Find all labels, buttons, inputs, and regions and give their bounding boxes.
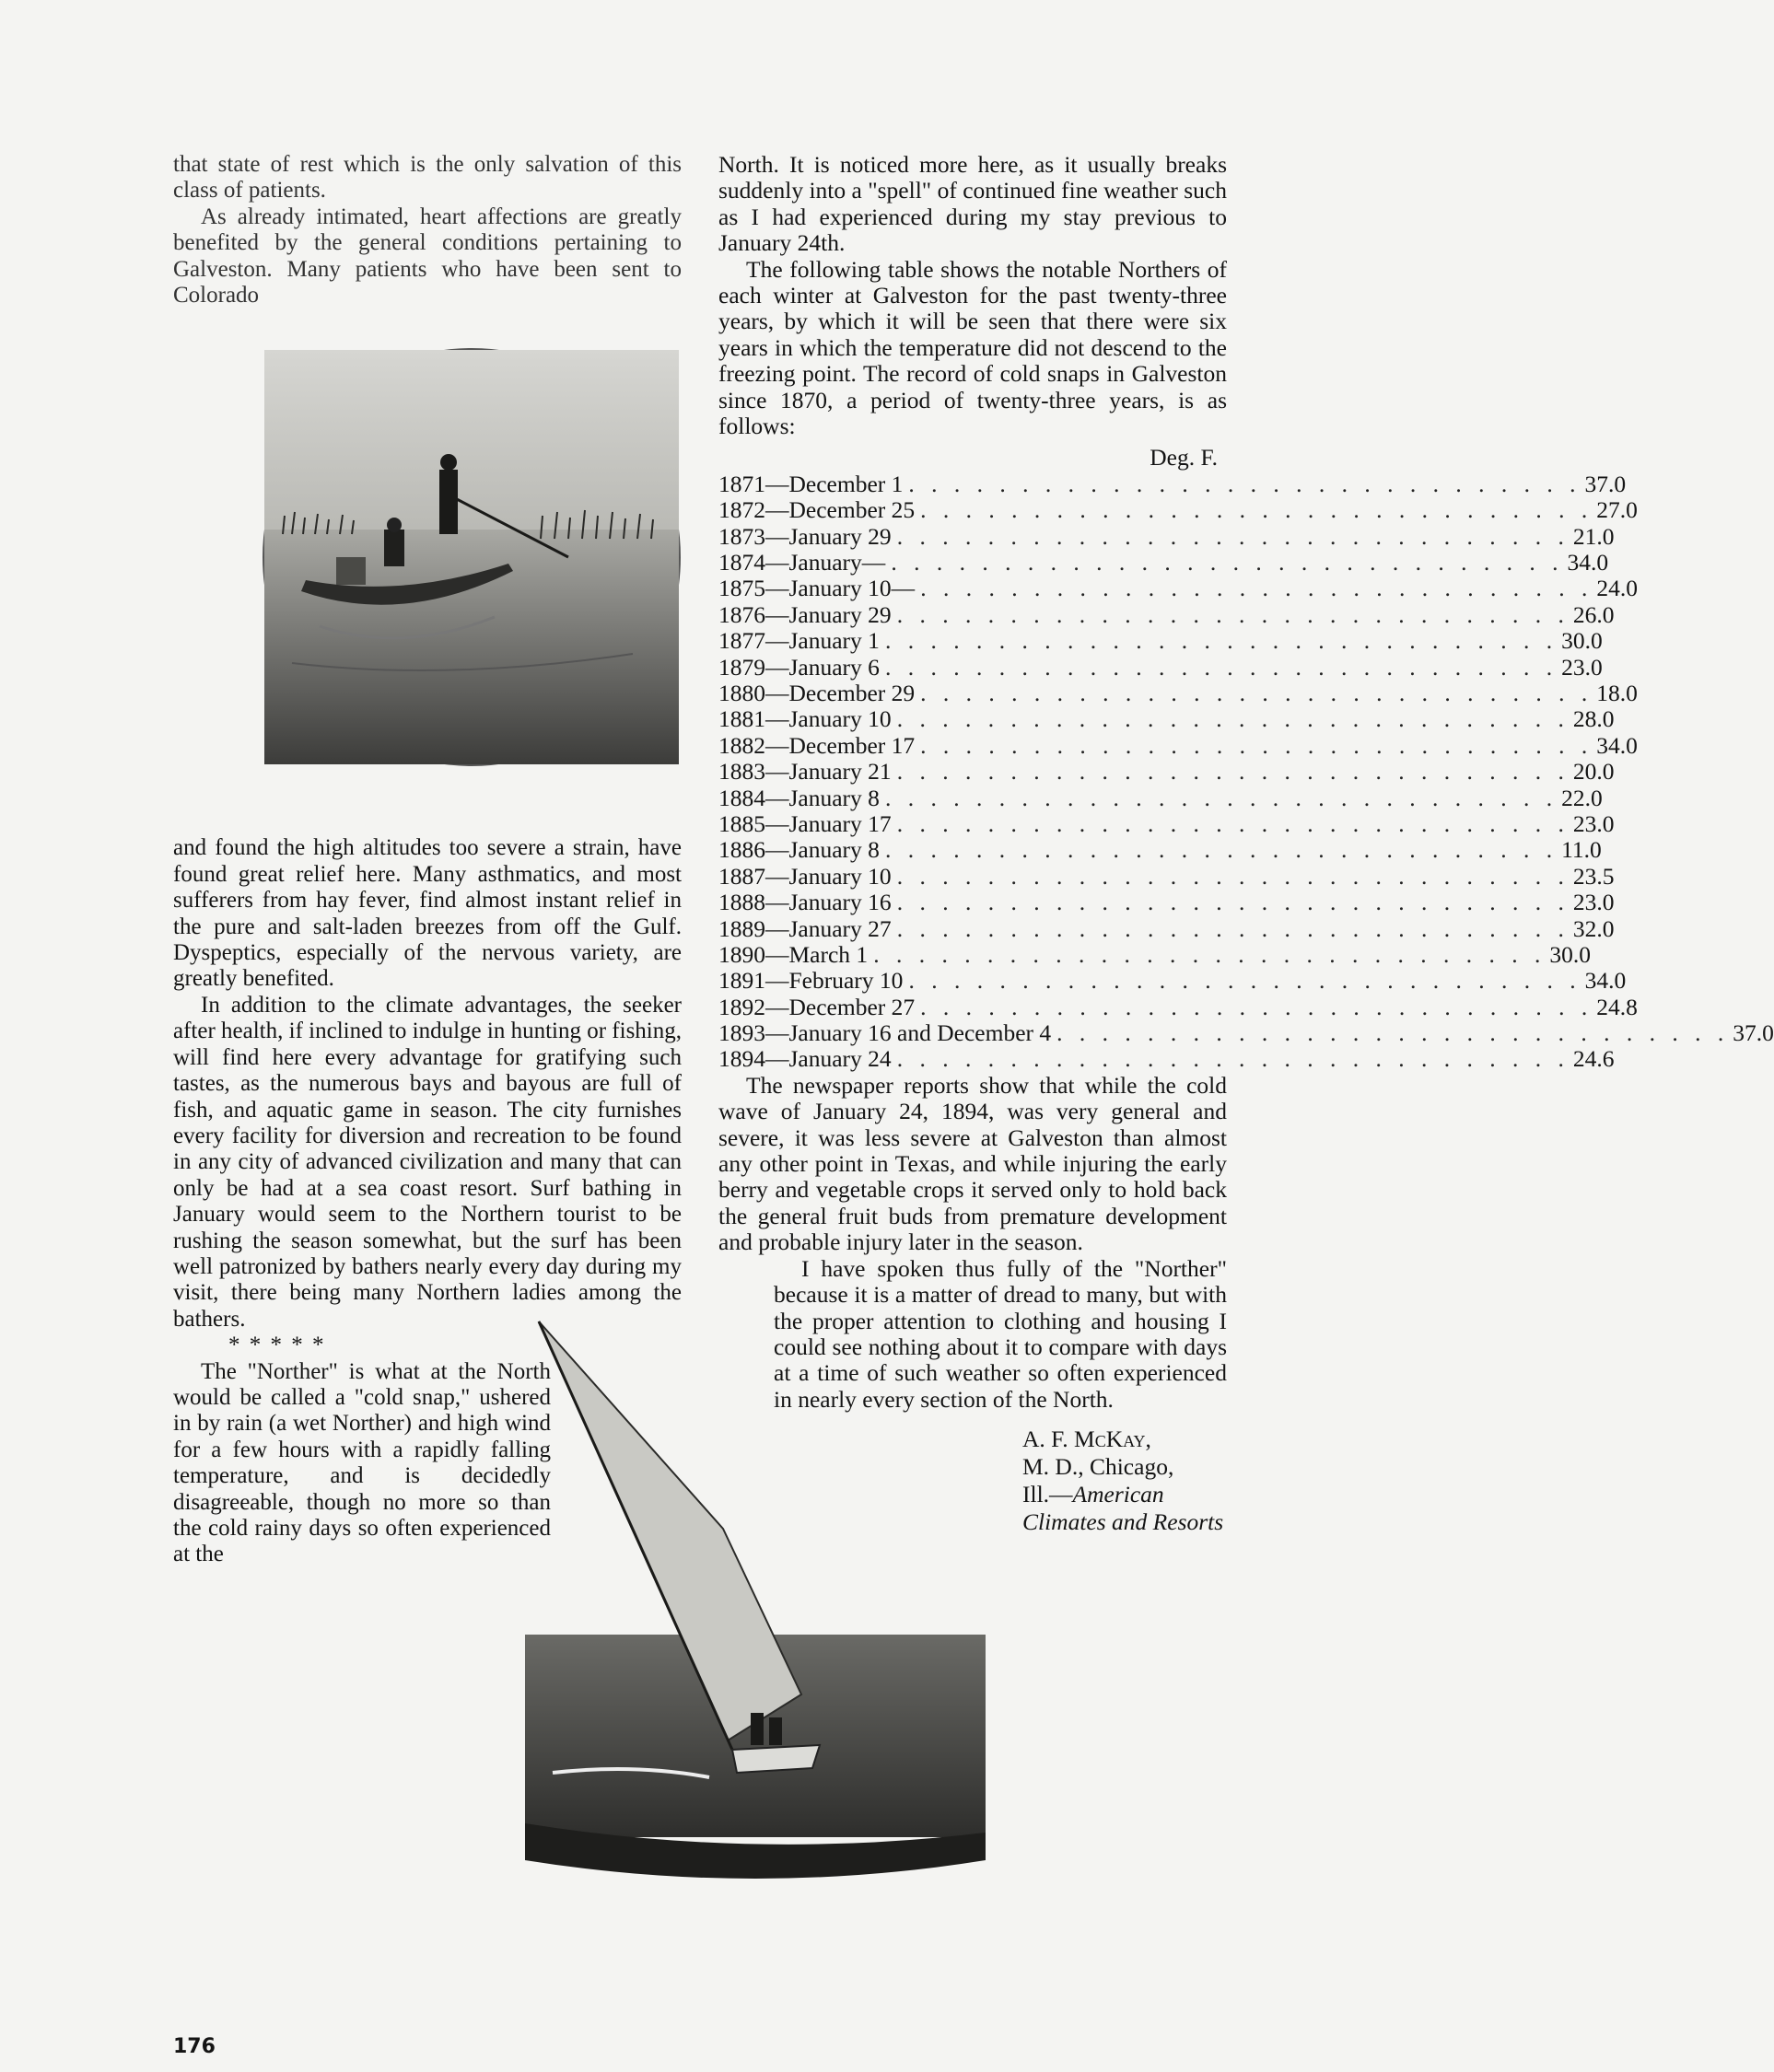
right-paragraph-3: The newspaper reports show that while the cold wave of January 24, 1894, was very general and severe, it was less severe at Galveston than almost any other point in Texas, and while injuring the early berry and vegetable crops it served only to hold back the general fruit buds from premature development and probable injury later in the season. xyxy=(718,1071,1227,1256)
table-row xyxy=(718,1019,1774,1047)
left-paragraph-1: that state of rest which is the only salvation of this class of patients. xyxy=(173,152,682,204)
table-row-date: 1875—January 10— xyxy=(718,575,916,602)
left-paragraph-4-text: In addition to the climate advantages, the seeker after health, if inclined to indulge in hunting or fishing, will find here every advantage for gratifying such tastes, as the numerous bays and bayous are full of fish, and aquatic game in season. The city furnishes every facility for diversion and recreation to be found in any city of advanced civilization and many that can only be had at a sea coast resort. Surf bathing in January would seem to the Northern tourist to be rushing the season somewhat, but the surf has been well patronized by bathers nearly every day during my visit, there being many Northern ladies among the bathers. xyxy=(173,992,682,1332)
page-number: 176 xyxy=(173,2035,216,2058)
table-row xyxy=(718,940,1591,968)
table-row-leader-dots: . . . . . . . . . . . . . . . . . . . . . . . . . . . . . . xyxy=(873,940,1546,968)
table-row-date: 1889—January 27 xyxy=(718,914,892,942)
left-paragraph-3: and found the high altitudes too severe a strain, have found great relief here. Many asthmatics, and most sufferers from hay fever, find almost instant relief in the pure and salt-laden breezes from off the Gulf. Dyspeptics, especially of the nervous variety, are greatly benefited. xyxy=(173,835,682,992)
right-paragraph-4: I have spoken thus fully of the "Norther" because it is a matter of dread to many, but with the proper attention to clothing and housing I could see nothing about it to compare with days at a time of such weather so often experienced in nearly every section of the North. xyxy=(774,1254,1227,1413)
table-row-degrees: 30.0 xyxy=(1561,627,1603,655)
table-row-degrees: 26.0 xyxy=(1572,600,1615,628)
table-row-degrees: 37.0 xyxy=(1733,1019,1774,1047)
table-row-leader-dots: . . . . . . . . . . . . . . . . . . . . . . . . . . . . . . xyxy=(908,470,1581,497)
table-row-leader-dots: . . . . . . . . . . . . . . . . . . . . . . . . . . . . . . xyxy=(896,758,1570,786)
table-row-degrees: 30.0 xyxy=(1549,940,1591,968)
table-row-leader-dots: . . . . . . . . . . . . . . . . . . . . . . . . . . . . . . xyxy=(884,836,1558,864)
signature-line-3 xyxy=(1022,1481,1227,1536)
section-stars: * * * * * xyxy=(228,1333,326,1358)
table-row-leader-dots: . . . . . . . . . . . . . . . . . . . . . . . . . . . . . . xyxy=(891,549,1564,576)
table-row xyxy=(718,680,1638,706)
table-row-leader-dots: . . . . . . . . . . . . . . . . . . . . . . . . . . . . . . xyxy=(920,993,1593,1020)
table-row-leader-dots: . . . . . . . . . . . . . . . . . . . . . . . . . . . . . . xyxy=(896,862,1570,890)
right-paragraph-2: The following table shows the notable Northers of each winter at Galveston for the past twenty-three years, by which it will be seen that there were six years in which the temperature did not descend to the freezing point. The record of cold snaps in Galveston since 1870, a period of twenty-three years, is as follows: xyxy=(718,255,1227,440)
signature-line-2: M. D., Chicago, xyxy=(1022,1453,1174,1481)
table-row xyxy=(718,627,1603,655)
table-row xyxy=(718,993,1638,1020)
table-row-date: 1894—January 24 xyxy=(718,1045,892,1073)
table-row-leader-dots: . . . . . . . . . . . . . . . . . . . . . . . . . . . . . . xyxy=(1056,1019,1730,1047)
table-row-degrees: 37.0 xyxy=(1584,470,1627,497)
left-paragraph-5: The "Norther" is what at the North would be called a "cold snap," ushered in by rain (a wet Norther) and high wind for a few hours with a rapidly falling temperature, and is decidedly disagreeable, though no more so than the cold rainy days so often experienced at the xyxy=(173,1358,551,1567)
table-row-date: 1874—January— xyxy=(718,549,886,576)
table-row-leader-dots: . . . . . . . . . . . . . . . . . . . . . . . . . . . . . . xyxy=(896,600,1570,628)
table-row-degrees: 28.0 xyxy=(1572,705,1615,733)
table-row-leader-dots: . . . . . . . . . . . . . . . . . . . . . . . . . . . . . . xyxy=(896,889,1570,916)
table-row-degrees: 23.0 xyxy=(1561,653,1603,681)
table-row-degrees: 34.0 xyxy=(1596,731,1638,759)
table-row xyxy=(718,809,1615,837)
table-row-date: 1885—January 17 xyxy=(718,809,892,837)
table-row xyxy=(718,784,1603,811)
table-row xyxy=(718,967,1627,995)
table-row xyxy=(718,914,1615,942)
signature-name: A. F. McKay, xyxy=(1022,1426,1151,1453)
table-row-leader-dots: . . . . . . . . . . . . . . . . . . . . . . . . . . . . . . xyxy=(920,680,1593,706)
table-row-degrees: 24.0 xyxy=(1596,575,1638,602)
table-row-leader-dots: . . . . . . . . . . . . . . . . . . . . . . . . . . . . . . xyxy=(896,705,1570,733)
table-row-date: 1881—January 10 xyxy=(718,705,892,733)
table-row xyxy=(718,470,1627,497)
table-row-date: 1876—January 29 xyxy=(718,600,892,628)
table-row-degrees: 34.0 xyxy=(1584,967,1627,995)
table-row xyxy=(718,836,1602,864)
table-row-date: 1877—January 1 xyxy=(718,627,880,655)
table-row-leader-dots: . . . . . . . . . . . . . . . . . . . . . . . . . . . . . . xyxy=(884,627,1558,655)
left-paragraph-2: As already intimated, heart affections are greatly benefited by the general conditions pertaining to Galveston. Many patients who have been sent to Colorado xyxy=(173,204,682,308)
table-row-date: 1886—January 8 xyxy=(718,836,880,864)
table-row xyxy=(718,522,1615,550)
table-row-degrees: 21.0 xyxy=(1572,522,1615,550)
table-row-leader-dots: . . . . . . . . . . . . . . . . . . . . . . . . . . . . . . xyxy=(896,914,1570,942)
table-row-date: 1882—December 17 xyxy=(718,731,916,759)
table-row-degrees: 11.0 xyxy=(1561,836,1602,864)
table-row-date: 1880—December 29 xyxy=(718,680,916,706)
table-row-date: 1871—December 1 xyxy=(718,470,904,497)
sailboat-photo xyxy=(525,1308,1004,1906)
table-row xyxy=(718,731,1638,759)
table-row-leader-dots: . . . . . . . . . . . . . . . . . . . . . . . . . . . . . . xyxy=(920,731,1593,759)
table-row-date: 1872—December 25 xyxy=(718,496,916,524)
table-row-date: 1891—February 10 xyxy=(718,967,904,995)
table-row-degrees: 18.0 xyxy=(1596,680,1638,706)
table-row-date: 1879—January 6 xyxy=(718,653,880,681)
table-row-date: 1884—January 8 xyxy=(718,784,880,811)
table-row-degrees: 20.0 xyxy=(1572,758,1615,786)
table-row-leader-dots: . . . . . . . . . . . . . . . . . . . . . . . . . . . . . . xyxy=(896,809,1570,837)
table-row xyxy=(718,575,1638,602)
table-row xyxy=(718,653,1603,681)
table-row-degrees: 27.0 xyxy=(1596,496,1638,524)
table-row xyxy=(718,862,1615,890)
table-row xyxy=(718,758,1615,786)
signature-source: American Climates and Resorts xyxy=(1022,1481,1224,1536)
table-row-date: 1887—January 10 xyxy=(718,862,892,890)
table-header: Deg. F. xyxy=(1150,444,1218,471)
table-row-leader-dots: . . . . . . . . . . . . . . . . . . . . . . . . . . . . . . xyxy=(920,496,1593,524)
table-row-degrees: 24.6 xyxy=(1572,1045,1615,1073)
table-row-date: 1873—January 29 xyxy=(718,522,892,550)
northers-table xyxy=(718,470,1774,1073)
table-row-leader-dots: . . . . . . . . . . . . . . . . . . . . . . . . . . . . . . xyxy=(896,1045,1570,1073)
table-row-leader-dots: . . . . . . . . . . . . . . . . . . . . . . . . . . . . . . xyxy=(884,653,1558,681)
table-row-date: 1892—December 27 xyxy=(718,993,916,1020)
table-row-degrees: 23.0 xyxy=(1572,889,1615,916)
boat-in-marsh-photo xyxy=(263,348,681,766)
table-row xyxy=(718,705,1615,733)
table-row xyxy=(718,889,1615,916)
table-row-date: 1888—January 16 xyxy=(718,889,892,916)
table-row-degrees: 34.0 xyxy=(1567,549,1609,576)
table-row-date: 1890—March 1 xyxy=(718,940,869,968)
left-paragraph-4 xyxy=(173,993,682,1333)
table-row-degrees: 32.0 xyxy=(1572,914,1615,942)
table-row-leader-dots: . . . . . . . . . . . . . . . . . . . . . . . . . . . . . . xyxy=(920,575,1593,602)
table-row xyxy=(718,496,1638,524)
table-row-leader-dots: . . . . . . . . . . . . . . . . . . . . . . . . . . . . . . xyxy=(884,784,1558,811)
table-row-date: 1883—January 21 xyxy=(718,758,892,786)
table-row xyxy=(718,1045,1615,1073)
table-row-leader-dots: . . . . . . . . . . . . . . . . . . . . . . . . . . . . . . xyxy=(896,522,1570,550)
table-row-degrees: 22.0 xyxy=(1561,784,1603,811)
table-row xyxy=(718,600,1615,628)
signature-location: Ill.— xyxy=(1022,1481,1073,1508)
table-row-date: 1893—January 16 and December 4 xyxy=(718,1019,1052,1047)
table-row-leader-dots: . . . . . . . . . . . . . . . . . . . . . . . . . . . . . . xyxy=(908,967,1581,995)
table-row-degrees: 24.8 xyxy=(1596,993,1638,1020)
table-row-degrees: 23.0 xyxy=(1572,809,1615,837)
right-paragraph-1: North. It is noticed more here, as it usually breaks suddenly into a "spell" of continued fine weather such as I had experienced during my stay previous to January 24th. xyxy=(718,151,1227,257)
table-row-degrees: 23.5 xyxy=(1572,862,1615,890)
table-row xyxy=(718,549,1609,576)
